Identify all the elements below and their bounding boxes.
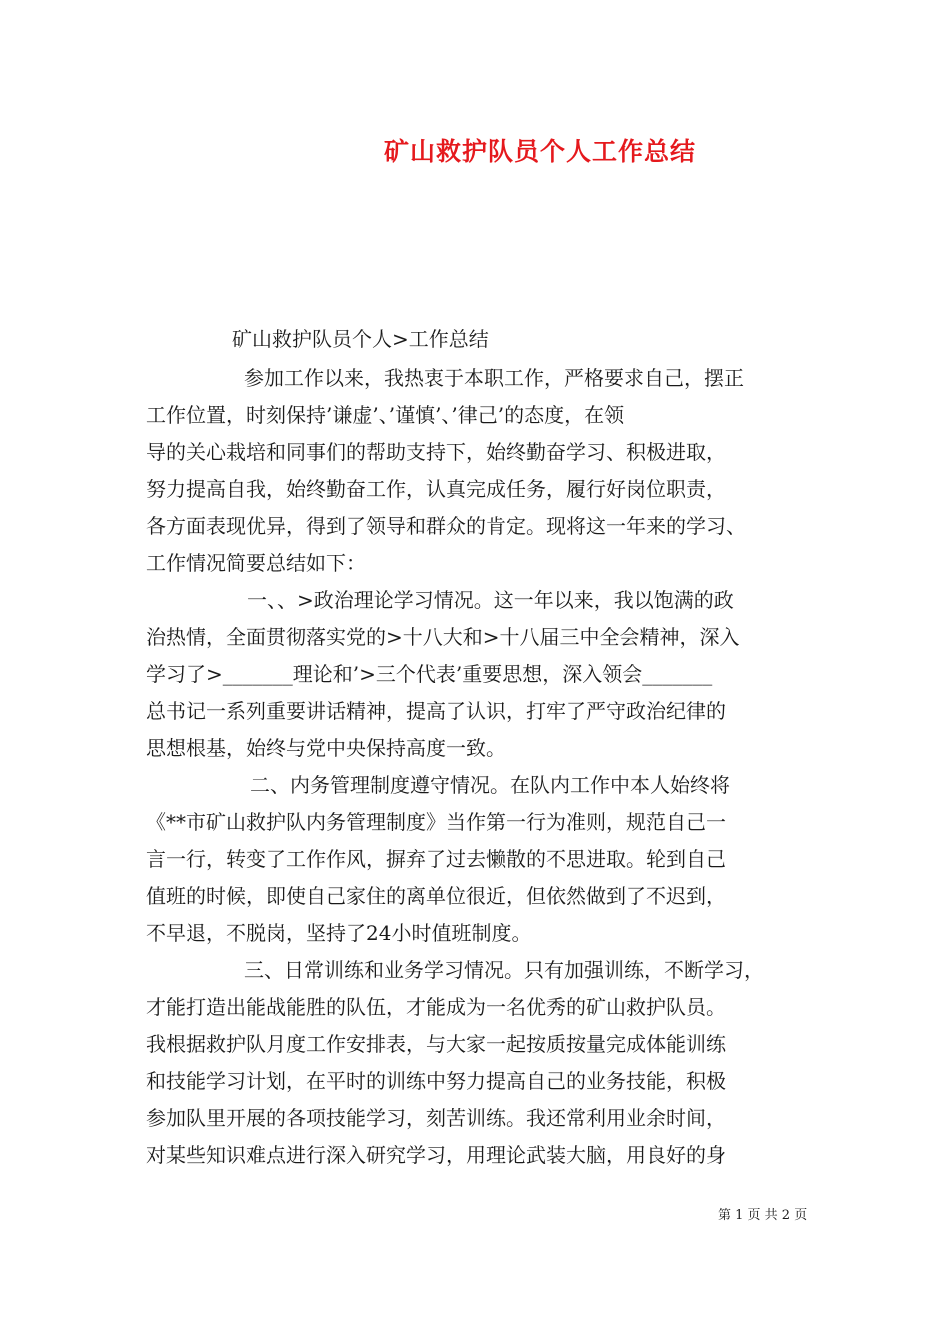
text-line: 我根据救护队月度工作安排表，与大家一起按质按量完成体能训练 (146, 1032, 726, 1056)
text-line: 思想根基，始终与党中央保持高度一致。 (146, 736, 506, 760)
text-line: 各方面表现优异，得到了领导和群众的肯定。现将这一年来的学习、 (146, 514, 746, 538)
document-title: 矿山救护队员个人工作总结 (383, 137, 696, 166)
text-line: 一、、>政治理论学习情况。这一年以来，我以饱满的政 (247, 588, 734, 612)
text-line: 学习了>_______理论和’>三个代表’重要思想，深入领会_______ (146, 662, 713, 686)
text-line: 言一行，转变了工作作风，摒弃了过去懒散的不思进取。轮到自己 (146, 847, 726, 871)
page-number: 第 1 页 共 2 页 (718, 1208, 808, 1223)
text-line: 值班的时候，即使自己家住的离单位很近，但依然做到了不迟到， (146, 884, 726, 908)
text-line: 治热情，全面贯彻落实党的>十八大和>十八届三中全会精神，深入 (146, 625, 740, 649)
text-line: 参加队里开展的各项技能学习，刻苦训练。我还常利用业余时间， (146, 1106, 726, 1130)
text-line: 不早退，不脱岗，坚持了24小时值班制度。 (146, 921, 532, 945)
text-line: 对某些知识难点进行深入研究学习，用理论武装大脑，用良好的身 (146, 1143, 726, 1167)
text-line: 矿山救护队员个人>工作总结 (232, 327, 489, 351)
text-line: 工作位置，时刻保持’谦虚’、’谨慎’、’律己’的态度，在领 (146, 403, 625, 427)
text-line: 导的关心栽培和同事们的帮助支持下，始终勤奋学习、积极进取， (146, 440, 726, 464)
text-line: 努力提高自我，始终勤奋工作，认真完成任务，履行好岗位职责， (146, 477, 726, 501)
text-line: 《**市矿山救护队内务管理制度》当作第一行为准则，规范自己一 (146, 810, 726, 834)
text-line: 参加工作以来，我热衷于本职工作，严格要求自己，摆正 (244, 366, 744, 390)
text-line: 总书记一系列重要讲话精神，提高了认识，打牢了严守政治纪律的 (146, 699, 726, 723)
text-line: 才能打造出能战能胜的队伍，才能成为一名优秀的矿山救护队员。 (146, 995, 726, 1019)
text-line: 三、日常训练和业务学习情况。只有加强训练，不断学习， (244, 958, 764, 982)
text-line: 二、内务管理制度遵守情况。在队内工作中本人始终将 (250, 773, 730, 797)
text-line: 和技能学习计划，在平时的训练中努力提高自己的业务技能，积极 (146, 1069, 726, 1093)
text-line: 工作情况简要总结如下： (146, 551, 366, 575)
